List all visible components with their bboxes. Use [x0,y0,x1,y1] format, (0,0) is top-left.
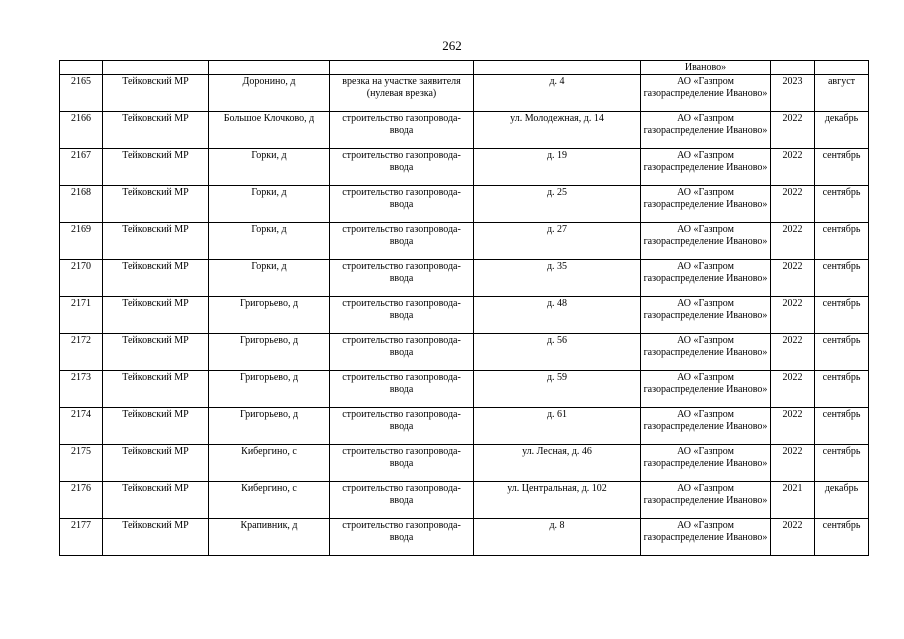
cell-settlement: Горки, д [209,223,330,260]
cell-year: 2022 [771,445,815,482]
table-row [60,260,869,297]
cell-work-type: врезка на участке заявителя (нулевая врезка) [330,75,474,112]
cell-organization: АО «Газпром газораспределение Иваново» [641,445,771,482]
register-table [59,60,869,556]
cell-address [474,61,641,75]
cell-work-type: строительство газопровода-ввода [330,445,474,482]
cell-month: сентябрь [815,223,869,260]
cell-address: д. 61 [474,408,641,445]
cell-year: 2022 [771,371,815,408]
cell-number: 2175 [60,445,103,482]
cell-address: д. 27 [474,223,641,260]
table-row [60,75,869,112]
cell-number: 2168 [60,186,103,223]
cell-settlement: Крапивник, д [209,519,330,556]
cell-number: 2165 [60,75,103,112]
cell-settlement: Доронино, д [209,75,330,112]
cell-district [103,61,209,75]
cell-settlement [209,61,330,75]
cell-organization: АО «Газпром газораспределение Иваново» [641,186,771,223]
cell-work-type: строительство газопровода-ввода [330,223,474,260]
cell-organization: АО «Газпром газораспределение Иваново» [641,297,771,334]
cell-year: 2023 [771,75,815,112]
cell-number: 2172 [60,334,103,371]
cell-number: 2173 [60,371,103,408]
cell-month: сентябрь [815,297,869,334]
cell-address: д. 25 [474,186,641,223]
cell-year: 2021 [771,482,815,519]
cell-address: д. 35 [474,260,641,297]
cell-settlement: Григорьево, д [209,371,330,408]
table-row [60,334,869,371]
continuation-row [60,61,869,75]
cell-month: сентябрь [815,186,869,223]
cell-district: Тейковский МР [103,519,209,556]
table-row [60,445,869,482]
cell-settlement: Большое Клочково, д [209,112,330,149]
cell-year: 2022 [771,112,815,149]
cell-district: Тейковский МР [103,297,209,334]
cell-work-type: строительство газопровода-ввода [330,297,474,334]
cell-organization: АО «Газпром газораспределение Иваново» [641,519,771,556]
cell-number: 2177 [60,519,103,556]
cell-district: Тейковский МР [103,149,209,186]
table-row [60,371,869,408]
cell-year: 2022 [771,519,815,556]
cell-year: 2022 [771,149,815,186]
cell-district: Тейковский МР [103,186,209,223]
cell-work-type [330,61,474,75]
cell-month: сентябрь [815,260,869,297]
cell-address: д. 19 [474,149,641,186]
cell-number: 2171 [60,297,103,334]
cell-address: ул. Центральная, д. 102 [474,482,641,519]
cell-organization: АО «Газпром газораспределение Иваново» [641,260,771,297]
cell-district: Тейковский МР [103,112,209,149]
cell-month: сентябрь [815,445,869,482]
cell-work-type: строительство газопровода-ввода [330,519,474,556]
cell-work-type: строительство газопровода-ввода [330,482,474,519]
cell-settlement: Григорьево, д [209,297,330,334]
cell-organization: АО «Газпром газораспределение Иваново» [641,223,771,260]
cell-settlement: Горки, д [209,260,330,297]
cell-year: 2022 [771,260,815,297]
cell-year: 2022 [771,297,815,334]
cell-year: 2022 [771,408,815,445]
cell-address: д. 59 [474,371,641,408]
cell-organization: АО «Газпром газораспределение Иваново» [641,149,771,186]
cell-organization: Иваново» [641,61,771,75]
cell-number: 2169 [60,223,103,260]
cell-organization: АО «Газпром газораспределение Иваново» [641,408,771,445]
cell-organization: АО «Газпром газораспределение Иваново» [641,75,771,112]
table-row [60,482,869,519]
cell-work-type: строительство газопровода-ввода [330,408,474,445]
cell-district: Тейковский МР [103,334,209,371]
table-row [60,408,869,445]
cell-district: Тейковский МР [103,408,209,445]
cell-district: Тейковский МР [103,223,209,260]
cell-year: 2022 [771,334,815,371]
table-row [60,149,869,186]
cell-month: август [815,75,869,112]
cell-district: Тейковский МР [103,75,209,112]
cell-settlement: Кибергино, с [209,445,330,482]
cell-month: декабрь [815,112,869,149]
cell-work-type: строительство газопровода-ввода [330,260,474,297]
cell-district: Тейковский МР [103,445,209,482]
cell-organization: АО «Газпром газораспределение Иваново» [641,334,771,371]
cell-district: Тейковский МР [103,482,209,519]
cell-work-type: строительство газопровода-ввода [330,334,474,371]
cell-year: 2022 [771,186,815,223]
cell-address: ул. Молодежная, д. 14 [474,112,641,149]
cell-address: д. 48 [474,297,641,334]
cell-number: 2174 [60,408,103,445]
cell-year: 2022 [771,223,815,260]
cell-number: 2170 [60,260,103,297]
cell-number: 2176 [60,482,103,519]
cell-organization: АО «Газпром газораспределение Иваново» [641,482,771,519]
cell-month [815,61,869,75]
cell-month: сентябрь [815,149,869,186]
cell-address: д. 4 [474,75,641,112]
table-row [60,297,869,334]
table-row [60,519,869,556]
cell-month: декабрь [815,482,869,519]
table-row [60,112,869,149]
cell-work-type: строительство газопровода-ввода [330,186,474,223]
cell-address: д. 56 [474,334,641,371]
cell-month: сентябрь [815,519,869,556]
cell-organization: АО «Газпром газораспределение Иваново» [641,371,771,408]
page-number: 262 [442,38,462,53]
cell-settlement: Григорьево, д [209,408,330,445]
register-table-body [60,61,869,556]
cell-settlement: Кибергино, с [209,482,330,519]
cell-number: 2167 [60,149,103,186]
cell-address: ул. Лесная, д. 46 [474,445,641,482]
cell-month: сентябрь [815,371,869,408]
cell-work-type: строительство газопровода-ввода [330,149,474,186]
table-row [60,186,869,223]
cell-settlement: Горки, д [209,149,330,186]
cell-work-type: строительство газопровода-ввода [330,371,474,408]
cell-organization: АО «Газпром газораспределение Иваново» [641,112,771,149]
cell-number: 2166 [60,112,103,149]
cell-district: Тейковский МР [103,260,209,297]
cell-work-type: строительство газопровода-ввода [330,112,474,149]
cell-district: Тейковский МР [103,371,209,408]
cell-month: сентябрь [815,408,869,445]
cell-settlement: Григорьево, д [209,334,330,371]
table-row [60,223,869,260]
cell-address: д. 8 [474,519,641,556]
cell-month: сентябрь [815,334,869,371]
cell-settlement: Горки, д [209,186,330,223]
cell-year [771,61,815,75]
cell-number [60,61,103,75]
